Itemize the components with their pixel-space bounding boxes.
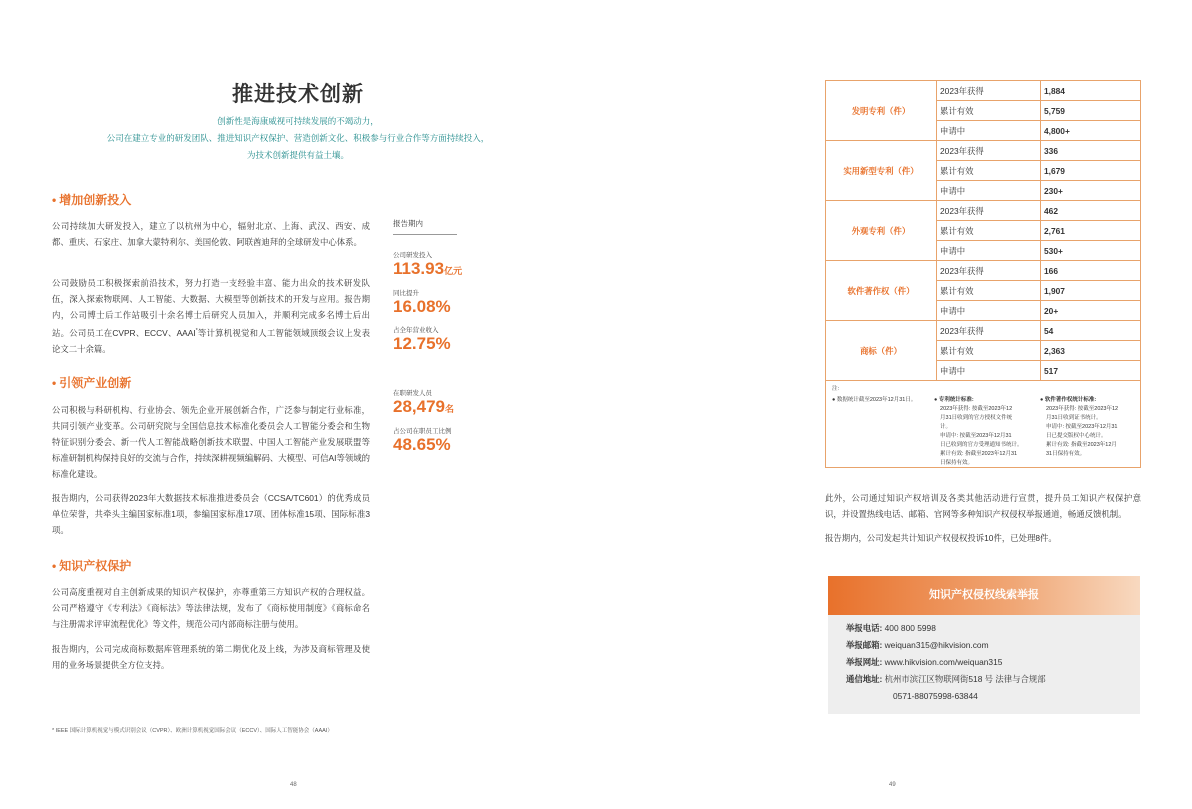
note-line: 2023年获得: 按截至2023年12 — [1045, 406, 1119, 412]
note-line: 月31日收到证书统计。 — [1045, 415, 1102, 421]
ip-category: 外观专利（件） — [826, 201, 937, 261]
stat-yoy-growth: 同比提升 16.08% — [393, 290, 451, 316]
ip-value: 166 — [1041, 261, 1141, 281]
note-line: 申请中: 按截至2023年12月31 — [1045, 424, 1118, 430]
ip-value: 1,884 — [1041, 81, 1141, 101]
paragraph: 公司高度重视对自主创新成果的知识产权保护，亦尊重第三方知识产权的合理权益。公司严格遵守《专利法》《商标法》等法律法规，发布了《商标使用制度》《商标命名与注册需求评审流程优化》等文件，规范公司内部商标注册与使用。 — [52, 587, 370, 629]
ip-value: 4,800+ — [1041, 121, 1141, 141]
paragraph: 此外，公司通过知识产权培训及各类其他活动进行宣贯，提升员工知识产权保护意识，并设置热线电话、邮箱、官网等多种知识产权侵权举报通道，畅通反馈机制。 — [825, 493, 1141, 519]
ip-statistics-table — [826, 81, 1140, 381]
paragraph: 公司持续加大研发投入，建立了以杭州为中心，辐射北京、上海、武汉、西安、成都、重庆、石家庄、加拿大蒙特利尔、美国伦敦、阿联酋迪拜的全球研发中心体系。 — [52, 221, 370, 247]
stats-period: 报告期内 — [393, 218, 457, 235]
paragraph: 报告期内，公司获得2023年大数据技术标准推进委员会（CCSA/TC601）的优秀成员单位荣誉，共牵头主编国家标准1项，参编国家标准17项、团体标准15项、国际标准3项。 — [52, 493, 370, 535]
ip-value: 5,759 — [1041, 101, 1141, 121]
table-row — [826, 141, 1140, 161]
ip-value: 20+ — [1041, 301, 1141, 321]
ip-value: 2,761 — [1041, 221, 1141, 241]
ip-metric: 累计有效 — [937, 281, 1041, 301]
report-phone: 举报电话: 400 800 5998 — [846, 623, 936, 633]
bullet-icon: • — [52, 193, 57, 207]
note-line: 计。 — [940, 424, 952, 430]
ip-metric: 2023年获得 — [937, 81, 1041, 101]
ip-category: 发明专利（件） — [826, 81, 937, 141]
paragraph: 公司鼓励员工积极探索前沿技术，努力打造一支经验丰富、能力出众的技术研发队伍，深入探索物联网、人工智能、大数据、大模型等创新技术的开发与应用。报告期内，公司博士后工作站吸引十余名博士后研究人员加入，并顺利完成多名博士后出站。公司员工在CVPR、ECCV、AAAI*等计算机视觉和人工智能领域顶级会议上发表论文二十余篇。 — [52, 278, 371, 354]
ip-metric: 申请中 — [937, 181, 1041, 201]
intro-text: 创新性是海康威视可持续发展的不竭动力， 公司在建立专业的研发团队、推进知识产权保护、营造创新文化、积极参与行业合作等方面持续投入， 为技术创新提供有益土壤。 — [106, 116, 490, 160]
software-notes — [1040, 396, 1134, 468]
stat-revenue-share: 占全年营业收入 12.75% — [393, 327, 451, 353]
ip-metric: 申请中 — [937, 121, 1041, 141]
stat-rd-staff: 在职研发人员 28,479名 — [393, 390, 455, 416]
ip-value: 1,679 — [1041, 161, 1141, 181]
ip-metric: 2023年获得 — [937, 201, 1041, 221]
ip-metric: 2023年获得 — [937, 141, 1041, 161]
note-line: 2023年获得: 按截至2023年12 — [940, 406, 1013, 412]
page-title: 推进技术创新 — [232, 83, 364, 106]
ip-metric: 2023年获得 — [937, 321, 1041, 341]
note-line: ● 专利统计标准: — [934, 397, 974, 403]
note-line: 申请中: 按截至2023年12月31 — [940, 433, 1012, 439]
note-line: 日已提交版权中心统计。 — [1045, 433, 1107, 439]
report-website: 举报网址: www.hikvision.com/weiquan315 — [846, 657, 1003, 667]
report-address: 通信地址: 杭州市滨江区物联网街518 号 法律与合规部 — [846, 674, 1046, 684]
footnote: * IEEE 国际计算机视觉与模式识别会议（CVPR）、欧洲计算机视觉国际会议（ECCV）、国际人工智能协会（AAAI） — [52, 728, 333, 734]
note-line: 日保持有效。 — [940, 460, 974, 466]
report-box-title: 知识产权侵权线索举报 — [828, 576, 1140, 615]
ip-category: 软件著作权（件） — [826, 261, 937, 321]
paragraph: 报告期内，公司发起共计知识产权侵权投诉10件，已处理8件。 — [825, 533, 1057, 543]
table-row — [826, 321, 1140, 341]
ip-value: 336 — [1041, 141, 1141, 161]
ip-value: 462 — [1041, 201, 1141, 221]
note-line: 31日保持有效。 — [1045, 451, 1086, 457]
stat-staff-ratio: 占公司在职员工比例 48.65% — [393, 428, 452, 454]
ip-metric: 申请中 — [937, 301, 1041, 321]
note-line: 累计有效: 指截至2023年12月 — [1045, 442, 1117, 448]
bullet-icon: • — [52, 376, 57, 390]
section-heading-industry-innovation: • 引领产业创新 — [52, 376, 132, 390]
table-row — [826, 201, 1140, 221]
ip-value: 54 — [1041, 321, 1141, 341]
ip-metric: 申请中 — [937, 361, 1041, 381]
note-line: 日已收到的官方受理通知书统计。 — [940, 442, 1023, 448]
patent-notes — [934, 396, 1032, 468]
paragraph: 报告期内，公司完成商标数据库管理系统的第二期优化及上线，为涉及商标管理及使用的业务场景提供全方位支持。 — [52, 644, 370, 670]
ip-table — [825, 80, 1141, 468]
report-email: 举报邮箱: weiquan315@hikvision.com — [846, 640, 989, 650]
page-number: 48 — [290, 782, 297, 788]
ip-metric: 累计有效 — [937, 161, 1041, 181]
ip-value: 230+ — [1041, 181, 1141, 201]
report-contacts — [846, 620, 1136, 705]
page-number: 49 — [889, 782, 896, 788]
note-line: 累计有效: 指截至2023年12月31 — [940, 451, 1018, 457]
bullet-icon: • — [52, 559, 57, 573]
table-row — [826, 261, 1140, 281]
paragraph: 公司积极与科研机构、行业协会、领先企业开展创新合作，广泛参与制定行业标准，共同引领产业变革。公司研究院与全国信息技术标准化委员会人工智能分委会和生物特征识别分委会、新一代人工智能战略创新技术联盟、中国人工智能产业发展联盟等标准研制机构保持良好的交流与合作，持续深耕视频编解码、大模型、可信AI等领域的标准化建设。 — [52, 405, 370, 479]
note-line: ● 软件著作权统计标准: — [1039, 397, 1097, 403]
ip-value: 517 — [1041, 361, 1141, 381]
section-heading-ip-protection: • 知识产权保护 — [52, 559, 132, 573]
ip-metric: 累计有效 — [937, 221, 1041, 241]
ip-category: 实用新型专利（件） — [826, 141, 937, 201]
note-line: 月31日收到的官方授权文件统 — [940, 415, 1013, 421]
report-extension: 0571-88075998-63844 — [893, 691, 978, 701]
ip-metric: 申请中 — [937, 241, 1041, 261]
ip-value: 530+ — [1041, 241, 1141, 261]
ip-metric: 累计有效 — [937, 101, 1041, 121]
ip-category: 商标（件） — [826, 321, 937, 381]
table-notes: 注: ● 数据统计截至2023年12月31日。 ● 专利统计标准: 2023年获得: 按截至2023年12 月31日收到的官方授权文件统 计。 申请中: 按截至2023年12月31 日已收到的官方受理通知书统计。 累计有效: 指截至2023年12月31 日保持有效。 ● 软件著作权统计标准: 2023年获得: 按截至2023年12 月31日收到证书统计。 申请中: 按截至2023年12月31 日已提交版权中心统计。 累计有效: 指截至2023年12月 31日保持有效。 — [826, 381, 1140, 472]
stat-rd-investment: 公司研发投入 113.93亿元 — [393, 252, 463, 278]
ip-value: 1,907 — [1041, 281, 1141, 301]
ip-metric: 2023年获得 — [937, 261, 1041, 281]
section-heading-innovation-investment: • 增加创新投入 — [52, 193, 132, 207]
table-row — [826, 81, 1140, 101]
ip-metric: 累计有效 — [937, 341, 1041, 361]
ip-value: 2,363 — [1041, 341, 1141, 361]
